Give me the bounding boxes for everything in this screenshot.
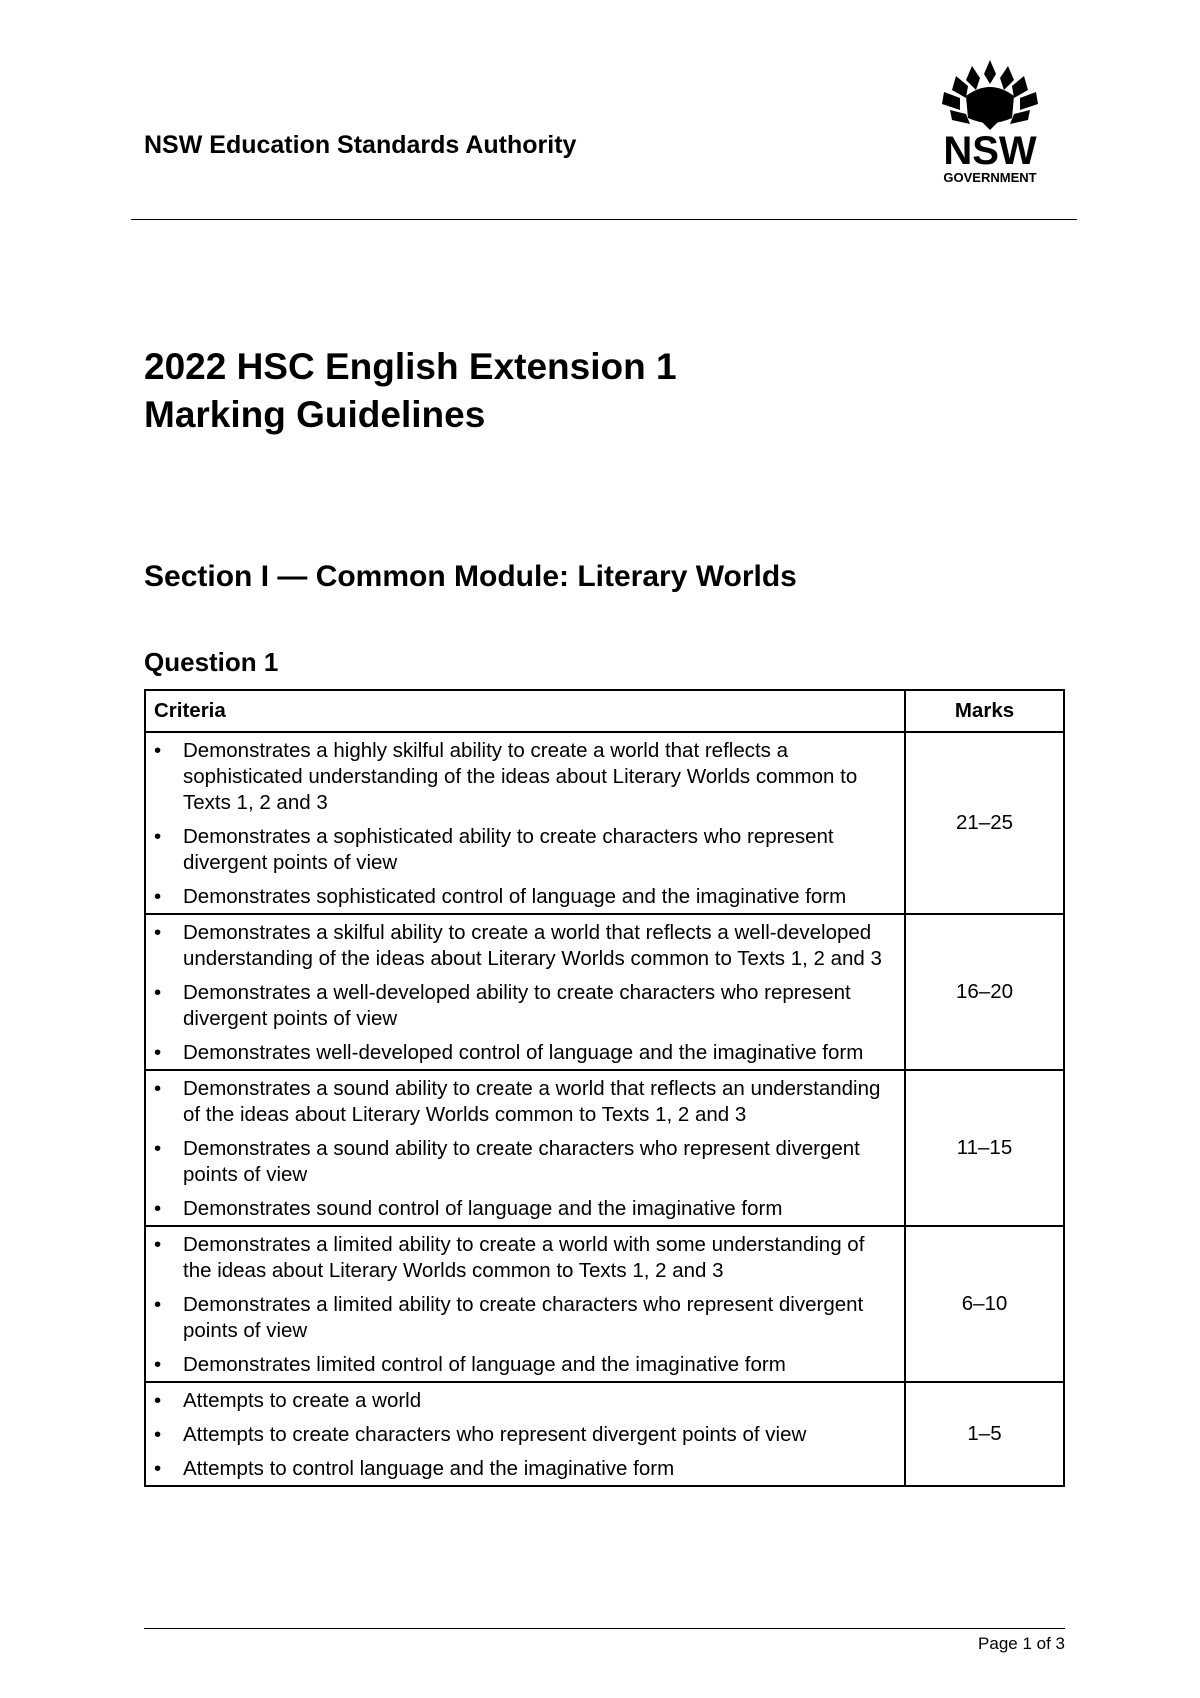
logo-text: NSW — [943, 129, 1037, 173]
criterion-item: • Demonstrates a limited ability to create characters who represent divergent points of view — [154, 1292, 896, 1344]
table-row — [145, 1226, 1064, 1382]
title-line-2: Marking Guidelines — [144, 394, 486, 435]
page-number: Page 1 of 3 — [978, 1634, 1065, 1653]
criterion-item: • Demonstrates well-developed control of language and the imaginative form — [154, 1040, 896, 1066]
criteria-cell — [145, 1382, 905, 1486]
table-row — [145, 1070, 1064, 1226]
header-divider — [131, 219, 1077, 220]
criterion-item: • Demonstrates a highly skilful ability to create a world that reflects a sophisticated understanding of the ideas about Literary Worlds common to Texts 1, 2 and 3 — [154, 738, 896, 816]
waratah-icon — [930, 58, 1050, 188]
criterion-item: • Demonstrates limited control of language and the imaginative form — [154, 1352, 896, 1378]
organization-name: NSW Education Standards Authority — [144, 131, 577, 159]
criteria-cell — [145, 1226, 905, 1382]
criterion-item: • Demonstrates sound control of language and the imaginative form — [154, 1196, 896, 1222]
criteria-cell — [145, 1070, 905, 1226]
marks-cell: 1–5 — [905, 1382, 1064, 1486]
criterion-item: • Demonstrates a sound ability to create characters who represent divergent points of view — [154, 1136, 896, 1188]
nsw-government-logo — [930, 58, 1050, 188]
marks-cell: 6–10 — [905, 1226, 1064, 1382]
table-row — [145, 732, 1064, 914]
document-title — [144, 343, 677, 439]
marks-cell: 21–25 — [905, 732, 1064, 914]
marks-cell: 11–15 — [905, 1070, 1064, 1226]
table-header-row — [145, 690, 1064, 732]
table-row — [145, 914, 1064, 1070]
marking-criteria-table — [144, 689, 1065, 1487]
criterion-item: • Demonstrates a well-developed ability to create characters who represent divergent points of view — [154, 980, 896, 1032]
criteria-cell — [145, 914, 905, 1070]
marks-cell: 16–20 — [905, 914, 1064, 1070]
title-line-1: 2022 HSC English Extension 1 — [144, 346, 677, 387]
footer-divider — [144, 1628, 1065, 1629]
question-title: Question 1 — [144, 647, 279, 677]
criterion-item: • Demonstrates a limited ability to create a world with some understanding of the ideas about Literary Worlds common to Texts 1, 2 and 3 — [154, 1232, 896, 1284]
table-row — [145, 1382, 1064, 1486]
criterion-item: • Attempts to control language and the imaginative form — [154, 1456, 896, 1482]
criterion-item: • Attempts to create characters who represent divergent points of view — [154, 1422, 896, 1448]
criterion-item: • Attempts to create a world — [154, 1388, 896, 1414]
criterion-item: • Demonstrates a sophisticated ability to create characters who represent divergent points of view — [154, 824, 896, 876]
section-title: Section I — Common Module: Literary Worlds — [144, 560, 797, 593]
criteria-column-header: Criteria — [145, 690, 905, 732]
criterion-item: • Demonstrates a skilful ability to create a world that reflects a well-developed understanding of the ideas about Literary Worlds common to Texts 1, 2 and 3 — [154, 920, 896, 972]
marks-column-header: Marks — [905, 690, 1064, 732]
logo-subtext: GOVERNMENT — [943, 170, 1037, 185]
criteria-cell — [145, 732, 905, 914]
criterion-item: • Demonstrates sophisticated control of language and the imaginative form — [154, 884, 896, 910]
criterion-item: • Demonstrates a sound ability to create a world that reflects an understanding of the ideas about Literary Worlds common to Texts 1, 2 and 3 — [154, 1076, 896, 1128]
